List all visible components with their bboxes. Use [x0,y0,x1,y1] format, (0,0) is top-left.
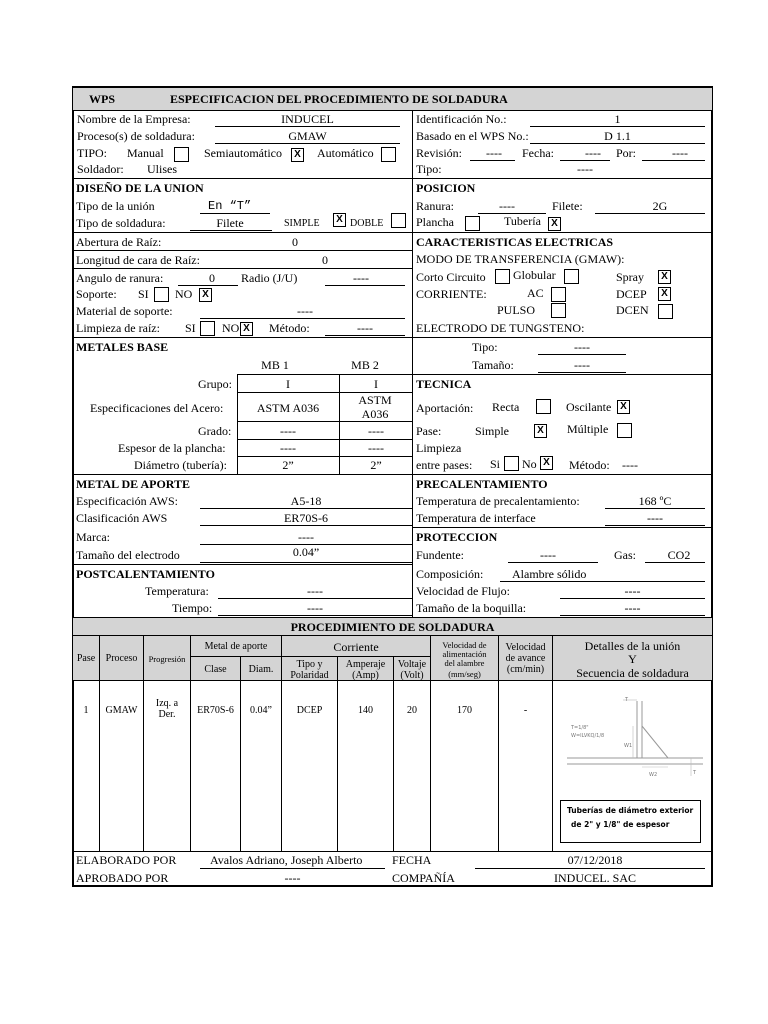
soporte-si-checkbox[interactable] [154,287,169,302]
radio-value: ---- [353,271,369,285]
por-value: ---- [672,146,688,160]
tamano-electrodo-value: 0.04” [292,545,320,559]
h-avance3: (cm/min) [506,664,545,675]
diagram-label-t: T [625,697,629,703]
postcal-tiempo-value: ---- [307,601,323,615]
doble-label: DOBLE [350,218,384,229]
pulso-label: PULSO [497,303,536,317]
limpieza-si-label: SI [185,321,196,335]
diametro-label: Diámetro (tubería): [134,458,227,472]
dcep-checkbox[interactable]: X [658,287,671,301]
h-detalles2: Y [628,652,637,666]
revision-value: ---- [486,146,502,160]
h-diam: Diam. [248,664,274,675]
diagram-label-w2: W2 [649,772,658,778]
row-amp: 140 [358,705,373,716]
ac-label: AC [527,286,544,300]
fecha-value: ---- [585,146,601,160]
basado-value: D 1.1 [604,129,631,143]
limpieza-pases-no-label: No [522,457,537,471]
globular-label: Globular [513,268,556,282]
plancha-label: Plancha [416,215,454,229]
postcal-temp-label: Temperatura: [145,584,209,598]
tuberia-label: Tubería [504,214,541,228]
row-diam: 0.04” [250,705,272,716]
row-proceso: GMAW [105,705,138,716]
corriente-label: CORRIENTE: [416,287,487,301]
compania-label: COMPAÑÍA [392,871,455,885]
elaborado-value: Avalos Adriano, Joseph Alberto [210,853,363,867]
row-volt: 20 [407,705,417,716]
abertura-label: Abertura de Raíz: [76,235,162,249]
h-vel3: del alambre [444,658,485,668]
h-metal-aporte: Metal de aporte [204,641,268,652]
electrodo-tipo-label: Tipo: [472,340,498,354]
diametro-mb1: 2” [282,458,294,472]
h-volt2: (Volt) [400,670,424,681]
tipo2-value: ---- [577,162,593,176]
tipo-union-value: En “T” [208,199,252,213]
especificaciones-label: Especificaciones del Acero: [90,401,224,415]
especificaciones-mb2: ASTM A036 [358,393,392,421]
dcen-checkbox[interactable] [658,304,673,319]
electrodo-tamano-value: ---- [574,358,590,372]
electricas-title: CARACTERISTICAS ELECTRICAS [416,235,614,249]
grado-mb1: ---- [280,424,296,438]
pulso-checkbox[interactable] [551,303,566,318]
diagram-label1: T=1/8" [571,725,589,731]
row-avance: - [523,705,528,716]
dcen-label: DCEN [616,303,649,317]
fecha-footer-value: 07/12/2018 [567,853,623,867]
clasif-aws-label: Clasificación AWS [76,511,168,525]
diagram-fillet [642,726,668,758]
gas-value: CO2 [667,548,691,562]
interface-label: Temperatura de interface [416,511,536,525]
limpieza-metodo-value: ---- [357,321,373,335]
row-tipo: DCEP [296,705,323,716]
longitud-value: 0 [322,253,328,267]
mb1-header: MB 1 [261,358,289,372]
diametro-mb2: 2” [370,458,382,472]
tipo-union-label: Tipo de la unión [76,199,155,213]
abertura-value: 0 [292,235,298,249]
postcal-temp-value: ---- [307,584,323,598]
aprobado-value: ---- [284,871,301,885]
espec-aws-value: A5-18 [290,494,322,508]
radio-label: Radio (J/U) [241,271,298,285]
diagram-note-line1: Tuberías de diámetro exterior [567,806,694,815]
espesor-mb2: ---- [368,441,384,455]
grado-label: Grado: [198,424,232,438]
pase-multiple-checkbox[interactable] [617,423,632,438]
tuberia-checkbox[interactable]: X [548,217,561,231]
auto-checkbox[interactable] [381,147,396,162]
fundente-label: Fundente: [416,548,464,562]
h-vel2: alimentación [442,649,487,659]
tipo-sold-label: Tipo de soldadura: [76,216,166,230]
boquilla-label: Tamaño de la boquilla: [416,601,527,615]
diagram-label-w1: W1 [624,743,633,749]
id-label: Identificación No.: [416,112,507,126]
row-progresion1: Izq. a [155,698,179,709]
dcep-label: DCEP [616,287,647,301]
flujo-value: ---- [624,584,641,598]
marca-value: ---- [298,530,314,544]
limpieza-pases-si-checkbox[interactable] [504,456,519,471]
simple-checkbox[interactable]: X [333,213,346,227]
precal-temp-label: Temperatura de precalentamiento: [416,494,580,508]
pase-simple-checkbox[interactable]: X [534,424,547,438]
h-amp1: Amperaje [345,659,386,670]
soldador-value: Ulises [147,162,177,176]
recta-label: Recta [492,400,520,414]
clasif-aws-value: ER70S-6 [283,511,328,525]
mb2-header: MB 2 [351,358,379,372]
marca-label: Marca: [76,530,110,544]
basado-label: Basado en el WPS No.: [416,129,529,143]
limpieza-metodo-label: Método: [269,321,310,335]
row-vel: 170 [457,705,472,716]
empresa-label: Nombre de la Empresa: [77,112,191,126]
ranura-label: Ranura: [416,199,454,213]
manual-label: Manual [127,146,164,160]
h-avance2: de avance [505,653,546,664]
elaborado-label: ELABORADO POR [76,853,177,867]
manual-checkbox[interactable] [174,147,189,162]
soporte-no-label: NO [175,287,193,301]
interface-value: ---- [647,511,663,525]
h-progresion: Progresión [148,654,186,664]
soporte-no-checkbox[interactable]: X [199,288,212,302]
longitud-label: Longitud de cara de Raíz: [76,253,200,267]
h-pase: Pase [76,653,96,664]
flujo-label: Velocidad de Flujo: [416,584,510,598]
auto-label: Automático [317,146,374,160]
limpieza-si-checkbox[interactable] [200,321,215,336]
posicion-title: POSICION [416,181,476,195]
h-clase: Clase [204,664,227,675]
aporte-title: METAL DE APORTE [76,477,191,491]
limpieza-pases-si-label: Si [490,457,501,471]
pase-label: Pase: [416,424,442,438]
grupo-mb1: I [286,377,290,391]
corto-label: Corto Circuito [416,270,486,284]
angulo-value: 0 [209,271,215,285]
especificaciones-mb1: ASTM A036 [256,401,320,415]
material-value: ---- [297,304,313,318]
filete-value: 2G [652,199,668,213]
limpieza-pases-no-checkbox[interactable]: X [540,456,553,470]
composicion-label: Composición: [416,567,484,581]
recta-checkbox[interactable] [536,399,551,414]
oscilante-checkbox[interactable]: X [617,400,630,414]
h-tipo2: Polaridad [290,670,329,681]
grupo-mb2: I [374,377,378,391]
postcal-title: POSTCALENTAMIENTO [76,567,215,581]
h-vel4: (mm/seg) [448,669,481,679]
wps-label: WPS [89,92,116,106]
tecnica-metodo-label: Método: [569,458,610,472]
compania-value: INDUCEL. SAC [553,871,636,885]
boquilla-value: ---- [624,601,641,615]
row-pase: 1 [83,705,89,716]
proceso-label: Proceso(s) de soldadura: [77,129,195,143]
grado-mb2: ---- [368,424,384,438]
oscilante-label: Oscilante [566,400,612,414]
h-avance1: Velocidad [505,642,546,653]
proteccion-title: PROTECCION [416,530,498,544]
por-label: Por: [616,146,637,160]
soporte-si-label: SI [138,287,149,301]
electrodo-tamano-label: Tamaño: [472,358,514,372]
tipo-sold-value: Filete [216,216,244,230]
form-title: ESPECIFICACION DEL PROCEDIMIENTO DE SOLDADURA [170,92,508,106]
tamano-electrodo-label: Tamaño del electrodo [76,548,180,562]
spray-checkbox[interactable]: X [658,270,671,284]
precal-temp-value: 168 ºC [638,494,672,508]
simple-tecnica-label: Simple [475,424,510,438]
ac-checkbox[interactable] [551,287,566,302]
metales-title: METALES BASE [76,340,169,354]
grupo-label: Grupo: [198,377,232,391]
union-title: DISEÑO DE LA UNION [76,181,204,195]
revision-label: Revisión: [416,146,463,160]
globular-checkbox[interactable] [564,269,579,284]
espesor-mb1: ---- [280,441,296,455]
h-tipo1: Tipo y [296,659,323,670]
limpieza-pases-label2: entre pases: [416,458,473,472]
gas-label: Gas: [614,548,636,562]
procedimiento-title: PROCEDIMIENTO DE SOLDADURA [290,620,495,634]
tecnica-metodo-value: ---- [622,458,638,472]
spray-label: Spray [616,270,644,284]
h-detalles1: Detalles de la unión [584,639,681,653]
limpieza-label: Limpieza de raíz: [76,321,160,335]
semiauto-checkbox[interactable]: X [291,148,304,162]
filete-label: Filete: [552,199,583,213]
postcal-tiempo-label: Tiempo: [172,601,213,615]
espec-aws-label: Especificación AWS: [76,494,179,508]
diagram-label-t2: T [693,770,697,776]
simple-label: SIMPLE [284,218,320,229]
doble-checkbox[interactable] [391,213,406,228]
h-detalles3: Secuencia de soldadura [576,666,689,680]
angulo-label: Angulo de ranura: [76,271,164,285]
semiauto-label: Semiautomático [204,146,282,160]
multiple-label: Múltiple [567,422,609,436]
espesor-label: Espesor de la plancha: [118,441,226,455]
limpieza-no-checkbox[interactable]: X [240,322,253,336]
composicion-value: Alambre sólido [512,567,587,581]
h-volt1: Voltaje [397,659,427,670]
electrodo-label: ELECTRODO DE TUNGSTENO: [416,321,585,335]
h-amp2: (Amp) [352,670,379,681]
aportacion-label: Aportación: [416,401,474,415]
modo-label: MODO DE TRANSFERENCIA (GMAW): [416,252,625,266]
proceso-value: GMAW [288,129,327,143]
diagram-label2: W=ILVKQ/1/8 [571,733,605,739]
h-vel1: Velocidad de [442,640,487,650]
fundente-value: ---- [540,548,556,562]
id-value: 1 [614,112,621,126]
soporte-label: Soporte: [76,287,117,301]
empresa-value: INDUCEL [281,112,334,126]
precal-title: PRECALENTAMIENTO [416,477,548,491]
row-clase: ER70S-6 [197,705,234,716]
tipo-label: TIPO: [77,146,107,160]
h-proceso: Proceso [105,653,138,664]
fecha-label: Fecha: [522,146,554,160]
electrodo-tipo-value: ---- [574,340,590,354]
fecha-footer-label: FECHA [392,853,432,867]
limpieza-no-label: NO [222,321,240,335]
soldador-label: Soldador: [77,162,124,176]
tipo2-label: Tipo: [416,162,442,176]
h-corriente: Corriente [333,640,379,654]
diagram-note-line2: de 2" y 1/8" de espesor [571,820,670,829]
corto-checkbox[interactable] [495,269,510,284]
limpieza-pases-label1: Limpieza [416,441,462,455]
plancha-checkbox[interactable] [465,216,480,231]
aprobado-label: APROBADO POR [76,871,169,885]
row-progresion2: Der. [158,709,176,720]
material-label: Material de soporte: [76,304,173,318]
tecnica-title: TECNICA [416,377,472,391]
ranura-value: ---- [499,199,515,213]
